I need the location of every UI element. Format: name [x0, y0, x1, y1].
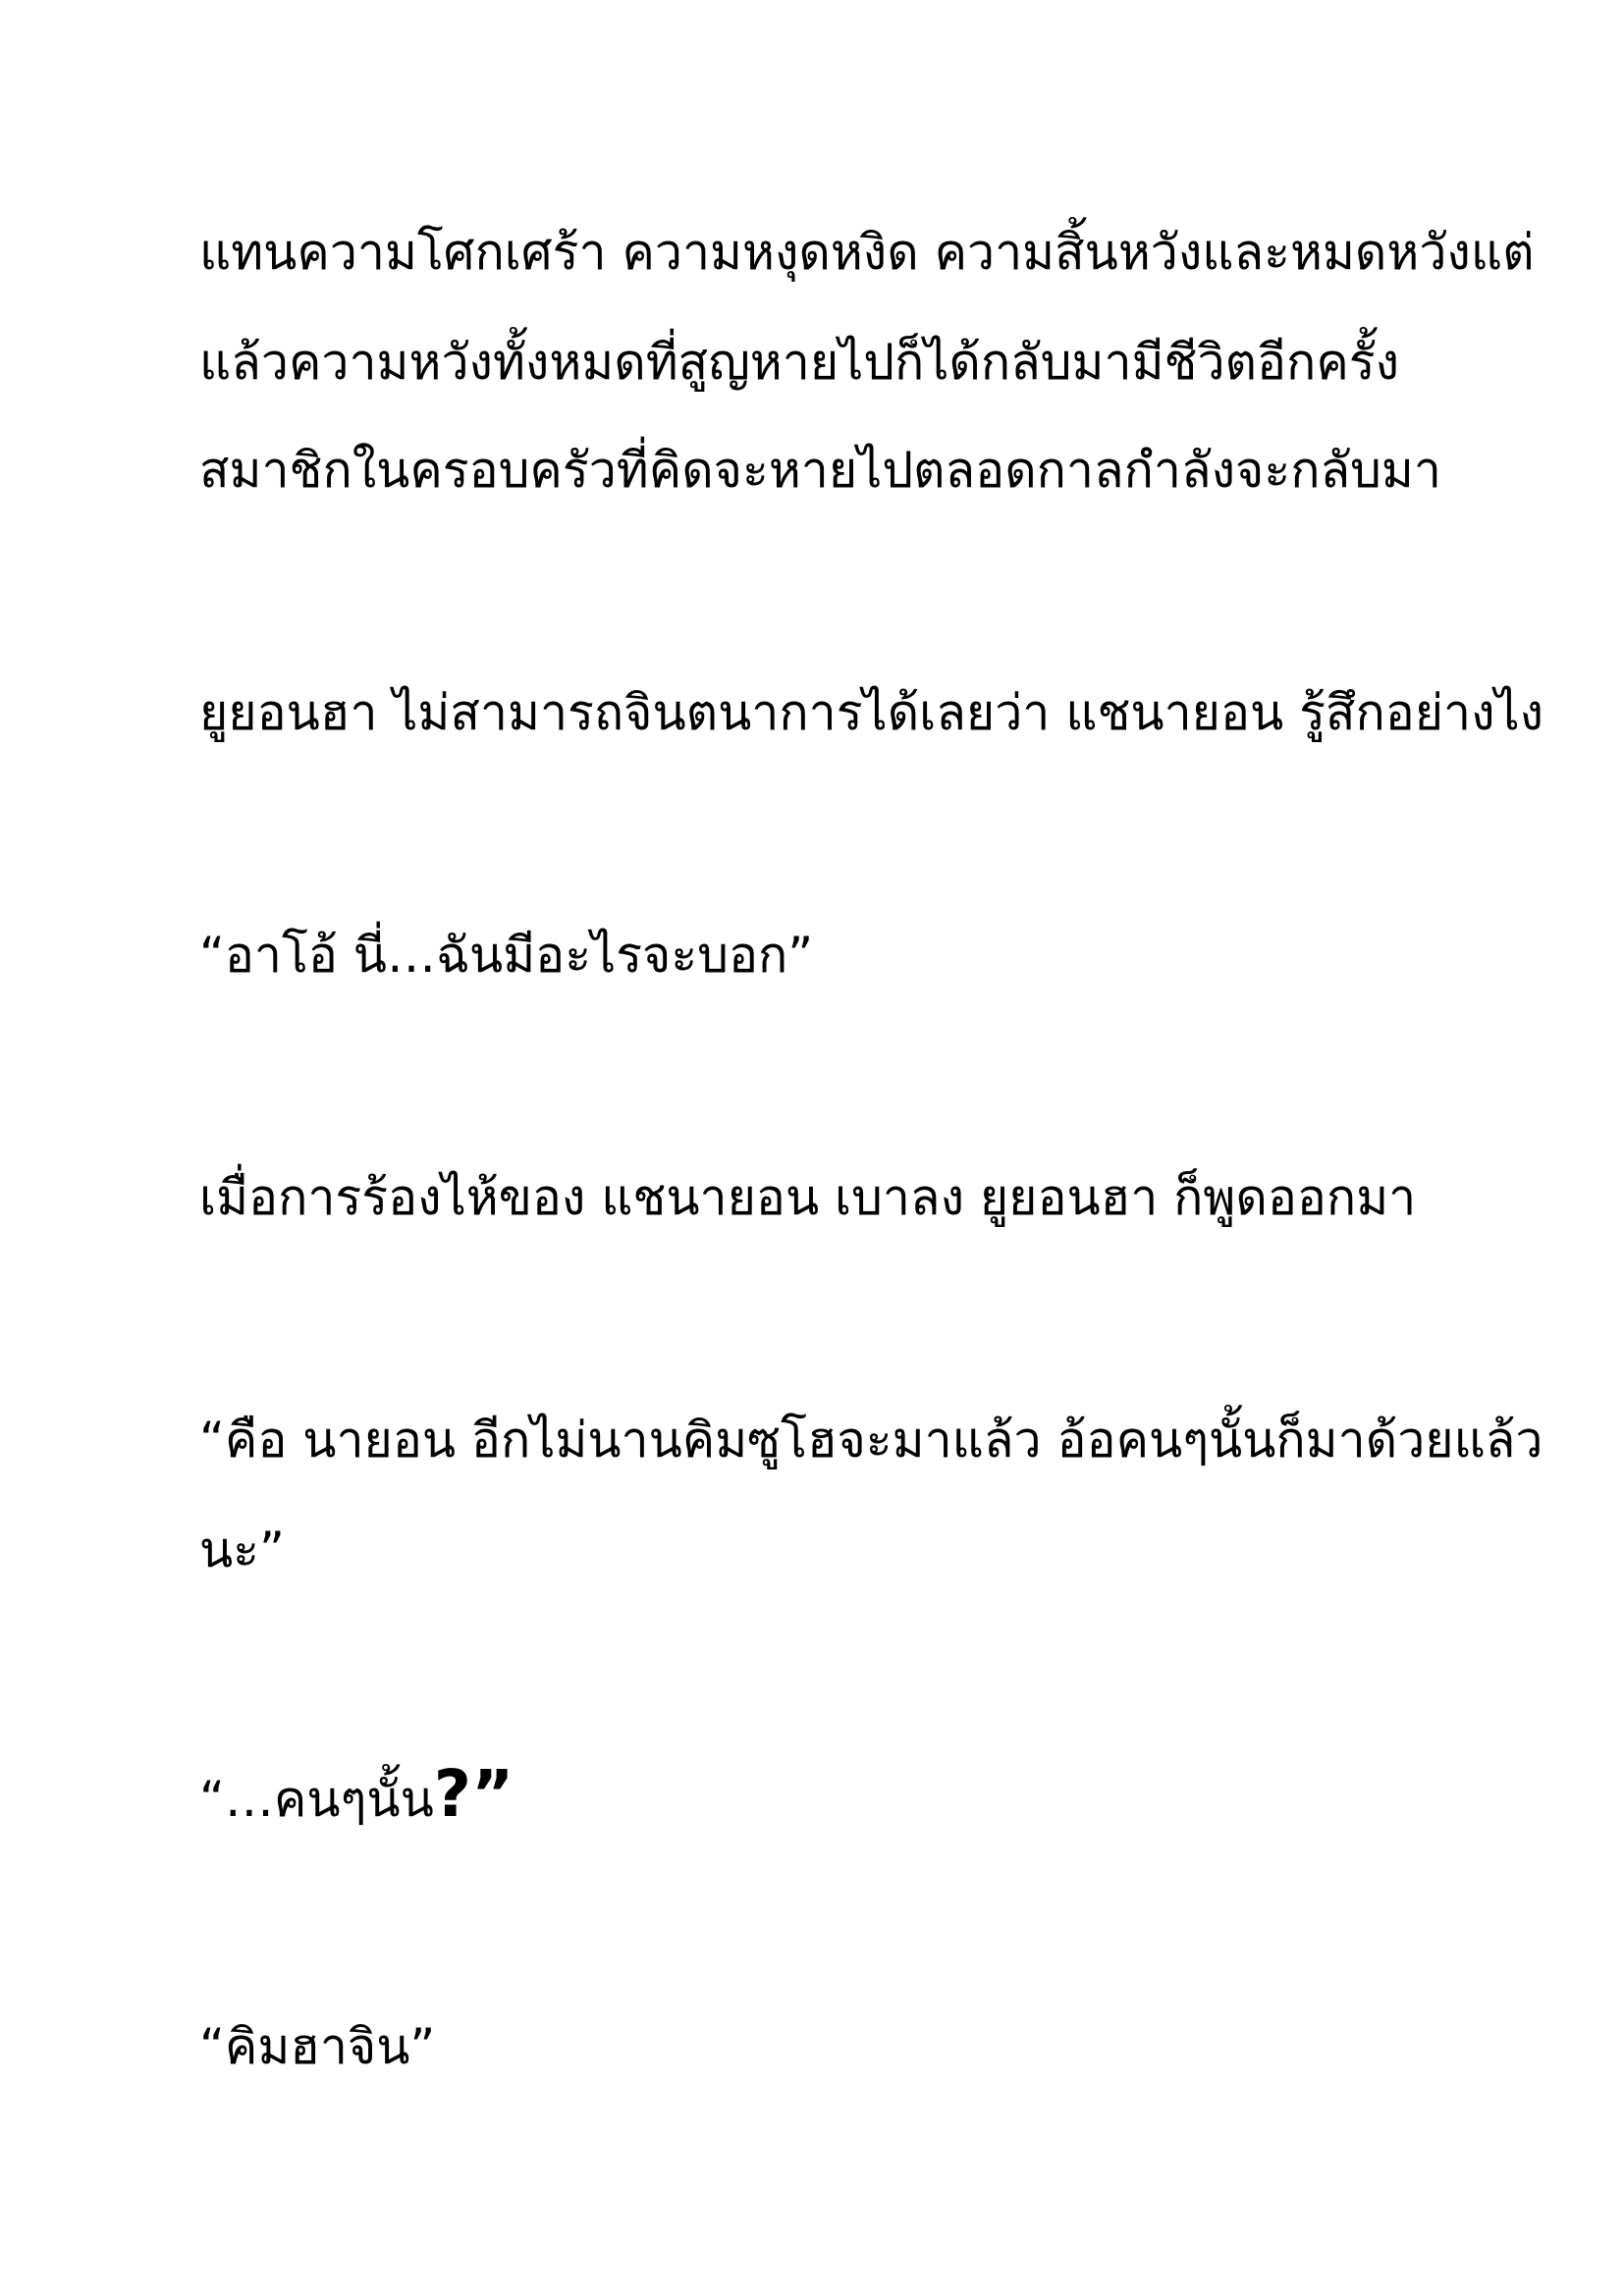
paragraph-1-line-1: แทนความโศกเศร้า ความหงุดหงิด ความสิ้นหวังและหมดหวังแต่ [199, 224, 1535, 281]
dialogue-3-text: “…คนๆนั้น [199, 1771, 434, 1828]
dialogue-2-line-1: “คือ นายอน อีกไม่นานคิมซูโฮจะมาแล้ว อ้อคนๆนั้นก็มาด้วยแล้ว [199, 1412, 1543, 1468]
dialogue-3-question-mark: ?” [433, 1756, 514, 1832]
paragraph-2: ยูยอนฮา ไม่สามารถจินตนาการได้เลยว่า แชนายอน รู้สึกอย่างไง [199, 684, 1544, 741]
paragraph-3: เมื่อการร้องไห้ของ แชนายอน เบาลง ยูยอนฮา ก็พูดออกมา [199, 1169, 1417, 1226]
paragraph-1-line-2: แล้วความหวังทั้งหมดที่สูญหายไปก็ได้กลับมามีชีวิตอีกครั้ง [199, 334, 1400, 391]
dialogue-4: “คิมฮาจิน” [199, 2018, 436, 2075]
dialogue-2-line-2: นะ” [199, 1522, 285, 1578]
dialogue-1: “อาโอ้ นี่…ฉันมีอะไรจะบอก” [199, 927, 814, 984]
dialogue-3 [199, 1756, 1476, 1834]
paragraph-1-line-3: สมาชิกในครอบครัวที่คิดจะหายไปตลอดกาลกำลังจะกลับมา [199, 442, 1441, 499]
